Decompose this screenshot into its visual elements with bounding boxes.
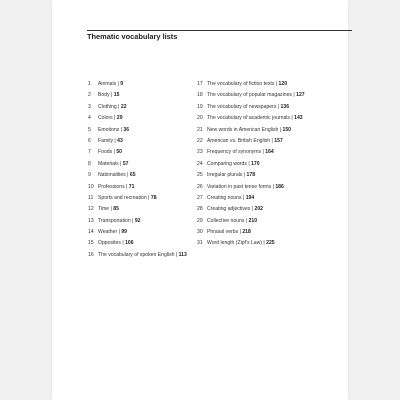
- list-item: [197, 138, 309, 145]
- list-item-number: 22: [197, 137, 203, 144]
- list-item: [88, 149, 196, 156]
- list-item: [88, 206, 196, 213]
- list-item-page-number: 71: [128, 183, 135, 190]
- list-item-label: Irregular plurals: [207, 172, 243, 179]
- list-item-label: Frequency of synonyms: [207, 149, 262, 156]
- list-item-number: 24: [197, 160, 203, 167]
- page-separator: |: [117, 229, 122, 236]
- right-column: [197, 81, 309, 252]
- list-item-number: 12: [88, 206, 94, 213]
- list-item: [197, 115, 309, 122]
- list-item: [197, 218, 309, 225]
- list-item-page-number: 43: [117, 137, 123, 144]
- list-item: [197, 195, 309, 202]
- page-separator: |: [119, 126, 124, 133]
- list-item-number: 15: [88, 240, 94, 247]
- list-item-text-wrap: [98, 115, 196, 122]
- page-separator: |: [261, 240, 267, 247]
- page-separator: |: [244, 217, 249, 224]
- list-item-number: 11: [88, 194, 94, 201]
- list-item-text-wrap: [207, 206, 309, 213]
- list-item-text-wrap: [98, 138, 196, 145]
- list-item-label: Nationalities: [98, 172, 126, 179]
- list-item-text-wrap: [207, 229, 309, 236]
- list-item-label: Comparing words: [207, 160, 247, 167]
- list-item-number: 10: [88, 183, 94, 190]
- list-item-number: 23: [197, 149, 203, 156]
- list-item-label: The vocabulary of newspapers: [207, 103, 277, 110]
- page-separator: |: [120, 240, 126, 247]
- page-separator: |: [109, 206, 114, 213]
- list-item-page-number: 178: [246, 172, 256, 179]
- list-item-label: Clothing: [98, 103, 117, 110]
- list-item-text-wrap: [207, 195, 309, 202]
- page-separator: |: [174, 251, 179, 258]
- list-item: [88, 184, 196, 191]
- list-item-page-number: 127: [296, 92, 305, 99]
- list-item: [197, 206, 309, 213]
- list-item: [197, 92, 309, 99]
- list-item-number: 20: [197, 115, 203, 122]
- list-item-text-wrap: [207, 218, 309, 225]
- list-item-number: 29: [197, 217, 203, 224]
- list-item: [197, 229, 309, 236]
- list-item-number: 19: [197, 103, 203, 110]
- page-separator: |: [112, 115, 117, 122]
- page-separator: |: [274, 81, 279, 87]
- list-item-text-wrap: [207, 149, 309, 156]
- list-item-page-number: 143: [294, 115, 303, 122]
- document-page: [52, 0, 348, 400]
- list-item-label: The vocabulary of academic journals: [207, 115, 290, 122]
- list-item-page-number: 50: [116, 149, 122, 156]
- page-separator: |: [278, 126, 283, 133]
- page-title: Thematic vocabulary lists: [87, 32, 178, 41]
- list-item-page-number: 99: [121, 229, 127, 236]
- list-item-label: Phrasal verbs: [207, 229, 239, 236]
- page-separator: |: [291, 92, 297, 99]
- list-item-page-number: 218: [242, 229, 251, 236]
- list-item-label: Family: [98, 137, 113, 144]
- list-item-label: American vs. British English: [207, 137, 271, 144]
- list-item-text-wrap: [98, 172, 196, 179]
- list-item-label: Weather: [98, 229, 118, 236]
- list-item-label: The vocabulary of popular magazines: [207, 92, 292, 99]
- list-item-page-number: 106: [125, 240, 134, 247]
- list-item: [88, 240, 196, 247]
- list-item-page-number: 85: [113, 206, 119, 213]
- list-item: [88, 172, 196, 179]
- list-item-page-number: 57: [122, 160, 129, 167]
- list-item-number: 3: [88, 103, 91, 110]
- list-item: [197, 161, 309, 168]
- list-item-number: 18: [197, 92, 203, 99]
- list-item: [88, 104, 196, 111]
- list-item: [197, 149, 309, 156]
- list-item-text-wrap: [207, 184, 309, 191]
- list-item-page-number: 29: [116, 115, 123, 122]
- page-separator: |: [125, 172, 130, 179]
- page-separator: |: [276, 103, 281, 110]
- list-item-number: 13: [88, 217, 94, 224]
- list-item-text-wrap: [98, 206, 196, 213]
- list-item-label: Creating nouns: [207, 194, 242, 201]
- list-item-page-number: 186: [275, 183, 284, 190]
- list-item-text-wrap: [98, 195, 196, 202]
- list-item-number: 4: [88, 115, 91, 122]
- page-separator: |: [250, 206, 255, 213]
- list-item-label: Time: [98, 206, 110, 213]
- list-item-number: 14: [88, 229, 94, 236]
- list-item-page-number: 136: [280, 103, 290, 110]
- list-item: [197, 172, 309, 179]
- list-item-page-number: 9: [120, 81, 124, 87]
- list-item: [197, 104, 309, 111]
- page-separator: |: [146, 194, 151, 201]
- page-separator: |: [261, 149, 266, 156]
- list-item: [88, 229, 196, 236]
- page-separator: |: [112, 149, 117, 156]
- list-item-page-number: 65: [129, 172, 136, 179]
- list-item-label: Colors: [98, 115, 113, 122]
- list-item-label: Emotions: [98, 126, 120, 133]
- list-item-page-number: 194: [245, 194, 255, 201]
- list-item: [88, 115, 196, 122]
- list-item: [197, 81, 309, 88]
- list-item: [88, 195, 196, 202]
- list-item-number: 2: [88, 92, 91, 99]
- page-separator: |: [124, 183, 129, 190]
- list-item-number: 31: [197, 240, 203, 247]
- list-item-label: Materials: [98, 160, 119, 167]
- list-item-text-wrap: [98, 127, 196, 134]
- list-item-text-wrap: [207, 161, 309, 168]
- list-item-page-number: 113: [178, 251, 187, 258]
- list-item-number: 16: [88, 251, 94, 258]
- list-item-label: Opposites: [98, 240, 121, 247]
- list-item-text-wrap: [98, 161, 196, 168]
- list-item-label: Sports and recreation: [98, 194, 147, 201]
- list-item-label: Collective nouns: [207, 217, 245, 224]
- list-item: [197, 240, 309, 247]
- header-rule: [87, 30, 352, 31]
- list-item-text-wrap: [98, 184, 196, 191]
- list-item-label: New words in American English: [207, 126, 279, 133]
- list-item-text-wrap: [207, 240, 309, 247]
- list-item-page-number: 225: [266, 240, 275, 247]
- list-item-number: 7: [88, 149, 91, 156]
- list-item-number: 9: [88, 172, 91, 179]
- page-separator: |: [238, 229, 243, 236]
- left-column: [88, 81, 196, 263]
- page-separator: |: [116, 103, 121, 110]
- list-item-label: Variation in past tense forms: [207, 183, 272, 190]
- list-item-text-wrap: [207, 92, 309, 99]
- list-item: [88, 138, 196, 145]
- page-separator: |: [271, 183, 276, 190]
- list-item-number: 30: [197, 229, 203, 236]
- list-item-page-number: 36: [123, 126, 130, 133]
- list-item-label: The vocabulary of fiction texts: [207, 81, 275, 87]
- list-item-page-number: 202: [254, 206, 263, 213]
- list-item-text-wrap: [207, 172, 309, 179]
- list-item-text-wrap: [207, 81, 309, 88]
- list-item-text-wrap: [207, 127, 309, 134]
- list-item-number: 25: [197, 172, 203, 179]
- page-separator: |: [116, 81, 121, 87]
- list-item-label: Professions: [98, 183, 125, 190]
- list-item-page-number: 22: [120, 103, 127, 110]
- list-item: [88, 81, 196, 88]
- list-item-label: Transportation: [98, 217, 131, 224]
- list-item-number: 26: [197, 183, 203, 190]
- page-separator: |: [130, 217, 135, 224]
- list-item-page-number: 150: [282, 126, 291, 133]
- list-item-page-number: 170: [251, 160, 260, 167]
- list-item-text-wrap: [98, 229, 196, 236]
- list-item: [88, 92, 196, 99]
- list-item-number: 17: [197, 81, 203, 87]
- list-item: [197, 184, 309, 191]
- list-item-page-number: 120: [278, 81, 288, 87]
- list-item-number: 8: [88, 160, 91, 167]
- list-item-page-number: 78: [150, 194, 157, 201]
- page-separator: |: [113, 137, 118, 144]
- list-item-number: 28: [197, 206, 203, 213]
- list-item-number: 21: [197, 126, 203, 133]
- list-item-text-wrap: [98, 92, 196, 99]
- list-item-number: 5: [88, 126, 91, 133]
- list-item-number: 27: [197, 194, 203, 201]
- list-item-label: Foods: [98, 149, 113, 156]
- list-item: [197, 127, 309, 134]
- list-item-text-wrap: [98, 81, 196, 88]
- page-separator: |: [241, 194, 246, 201]
- list-item-text-wrap: [98, 104, 196, 111]
- list-item-page-number: 92: [134, 217, 141, 224]
- list-item: [88, 161, 196, 168]
- list-item-label: The vocabulary of spoken English: [98, 251, 175, 258]
- list-item-text-wrap: [98, 252, 196, 259]
- list-item-text-wrap: [207, 138, 309, 145]
- list-item-label: Body: [98, 92, 110, 99]
- page-separator: |: [109, 92, 114, 99]
- list-item-label: Creating adjectives: [207, 206, 251, 213]
- list-item-text-wrap: [207, 104, 309, 111]
- list-item-text-wrap: [98, 149, 196, 156]
- list-item-text-wrap: [98, 240, 196, 247]
- list-item-label: Animals: [98, 81, 117, 87]
- list-item: [88, 252, 196, 259]
- list-item-number: 6: [88, 137, 91, 144]
- list-item-page-number: 164: [265, 149, 274, 156]
- page-separator: |: [118, 160, 123, 167]
- page-separator: |: [246, 160, 252, 167]
- list-item-text-wrap: [98, 218, 196, 225]
- page-separator: |: [242, 172, 247, 179]
- list-item-label: Word length (Zipf's Law): [207, 240, 262, 247]
- list-item: [88, 127, 196, 134]
- list-item: [88, 218, 196, 225]
- list-item-page-number: 15: [113, 92, 120, 99]
- list-item-page-number: 157: [274, 137, 283, 144]
- list-item-number: 1: [88, 81, 91, 87]
- list-item-text-wrap: [207, 115, 309, 122]
- page-separator: |: [289, 115, 295, 122]
- page-separator: |: [270, 137, 275, 144]
- list-item-page-number: 210: [248, 217, 258, 224]
